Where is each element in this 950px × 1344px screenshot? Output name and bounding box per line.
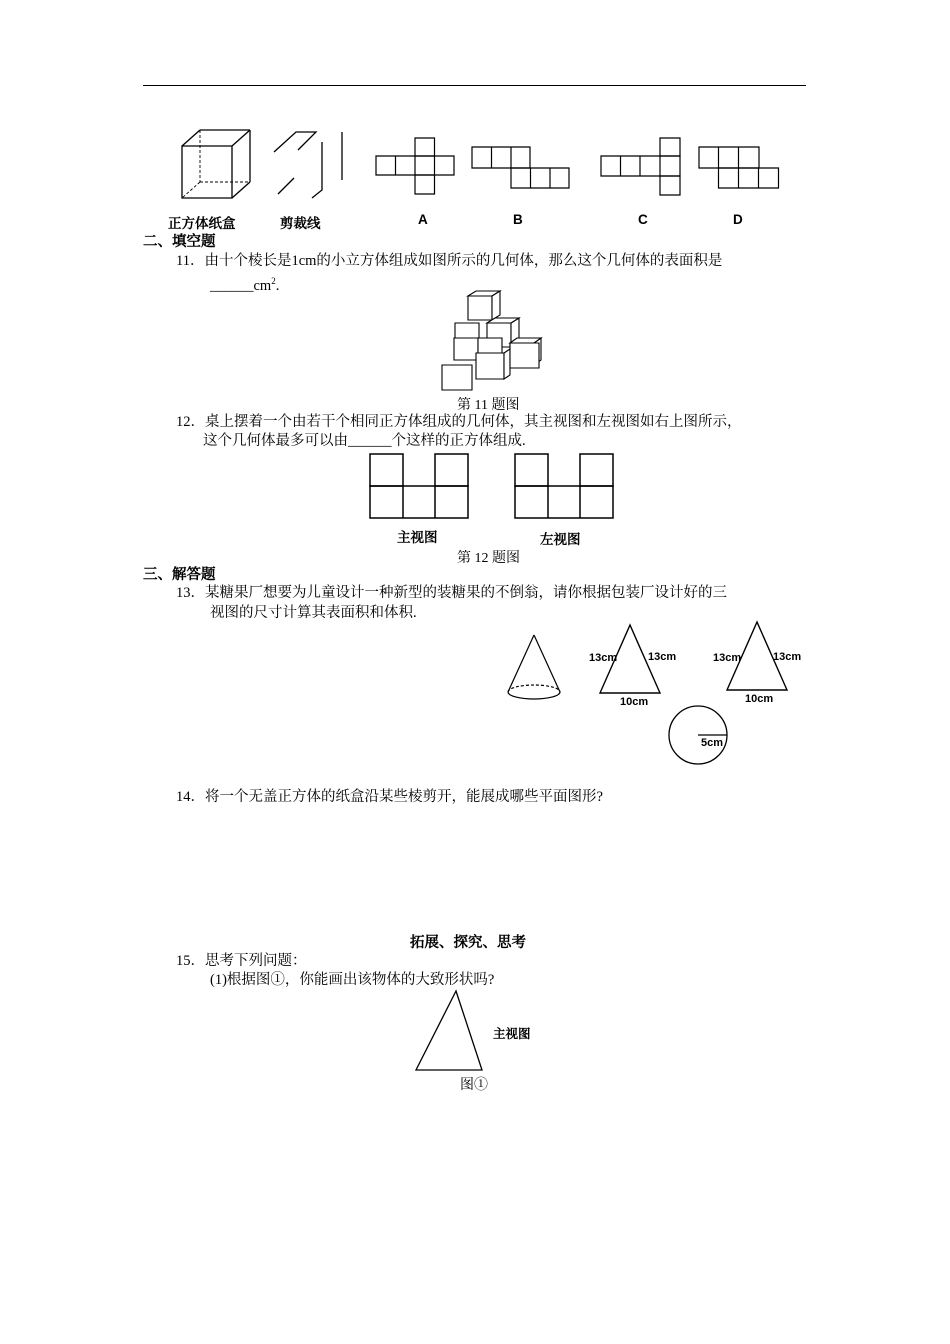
cut-line-figure bbox=[272, 128, 350, 200]
cube-box-figure bbox=[180, 128, 252, 200]
q13-left-slant-left: 13cm bbox=[713, 652, 742, 664]
q11-blank: ______ bbox=[210, 277, 254, 294]
net-a-figure bbox=[375, 137, 455, 195]
q11-cube-stack-figure bbox=[441, 293, 545, 391]
label-option-c: C bbox=[638, 212, 648, 227]
q13-left-base: 10cm bbox=[745, 693, 774, 705]
q11-end: . bbox=[275, 277, 280, 294]
label-option-a: A bbox=[418, 212, 428, 227]
q13-radius-label: 5cm bbox=[701, 737, 724, 749]
q12-text-line1: 12．桌上摆着一个由若干个相同正方体组成的几何体，其主视图和左视图如右上图所示， bbox=[176, 414, 742, 430]
q12-left-view-label: 左视图 bbox=[540, 532, 581, 547]
section3-heading: 三、解答题 bbox=[143, 567, 216, 583]
q13-left-slant-right: 13cm bbox=[773, 651, 802, 663]
q13-front-slant-left: 13cm bbox=[589, 652, 618, 664]
net-b-figure bbox=[471, 146, 571, 190]
top-rule bbox=[143, 85, 806, 86]
net-c-figure bbox=[600, 137, 682, 197]
label-cut-line: 剪裁线 bbox=[280, 216, 321, 231]
q15-front-view-label: 主视图 bbox=[493, 1027, 531, 1041]
q12-front-view-figure bbox=[369, 453, 469, 519]
extension-heading: 拓展、探究、思考 bbox=[410, 935, 526, 951]
q11-caption: 第 11 题图 bbox=[457, 398, 520, 413]
q11-text: 11．由十个棱长是1cm的小立方体组成如图所示的几何体，那么这个几何体的表面积是 bbox=[176, 253, 723, 269]
q11-unit-sup: 2 bbox=[271, 276, 276, 286]
q15-text-line1: 15．思考下列问题： bbox=[176, 953, 307, 969]
q12-text-line2: 这个几何体最多可以由______个这样的正方体组成. bbox=[203, 433, 526, 449]
q15-text-line2: (1)根据图①，你能画出该物体的大致形状吗? bbox=[210, 972, 495, 988]
q12-front-view-label: 主视图 bbox=[397, 530, 438, 545]
net-d-figure bbox=[698, 146, 780, 190]
q15-caption: 图① bbox=[460, 1078, 488, 1093]
q14-text: 14．将一个无盖正方体的纸盒沿某些棱剪开，能展成哪些平面图形? bbox=[176, 789, 603, 805]
q13-top-view-circle bbox=[667, 704, 729, 766]
label-option-d: D bbox=[733, 212, 743, 227]
q13-text-line1: 13．某糖果厂想要为儿童设计一种新型的装糖果的不倒翁，请你根据包装厂设计好的三 bbox=[176, 585, 727, 601]
q13-text-line2: 视图的尺寸计算其表面积和体积. bbox=[210, 605, 417, 621]
q12-left-view-figure bbox=[514, 453, 614, 519]
q11-answer-line bbox=[210, 271, 279, 296]
label-option-b: B bbox=[513, 212, 523, 227]
section2-heading: 二、填空题 bbox=[143, 234, 216, 250]
q13-front-slant-right: 13cm bbox=[648, 651, 677, 663]
q13-cone-figure bbox=[505, 634, 563, 706]
q11-unit: cm bbox=[253, 277, 272, 294]
q13-front-base: 10cm bbox=[620, 696, 649, 708]
label-cube-box: 正方体纸盒 bbox=[168, 216, 236, 231]
q12-caption: 第 12 题图 bbox=[457, 551, 520, 566]
q15-front-view-triangle bbox=[414, 990, 484, 1072]
